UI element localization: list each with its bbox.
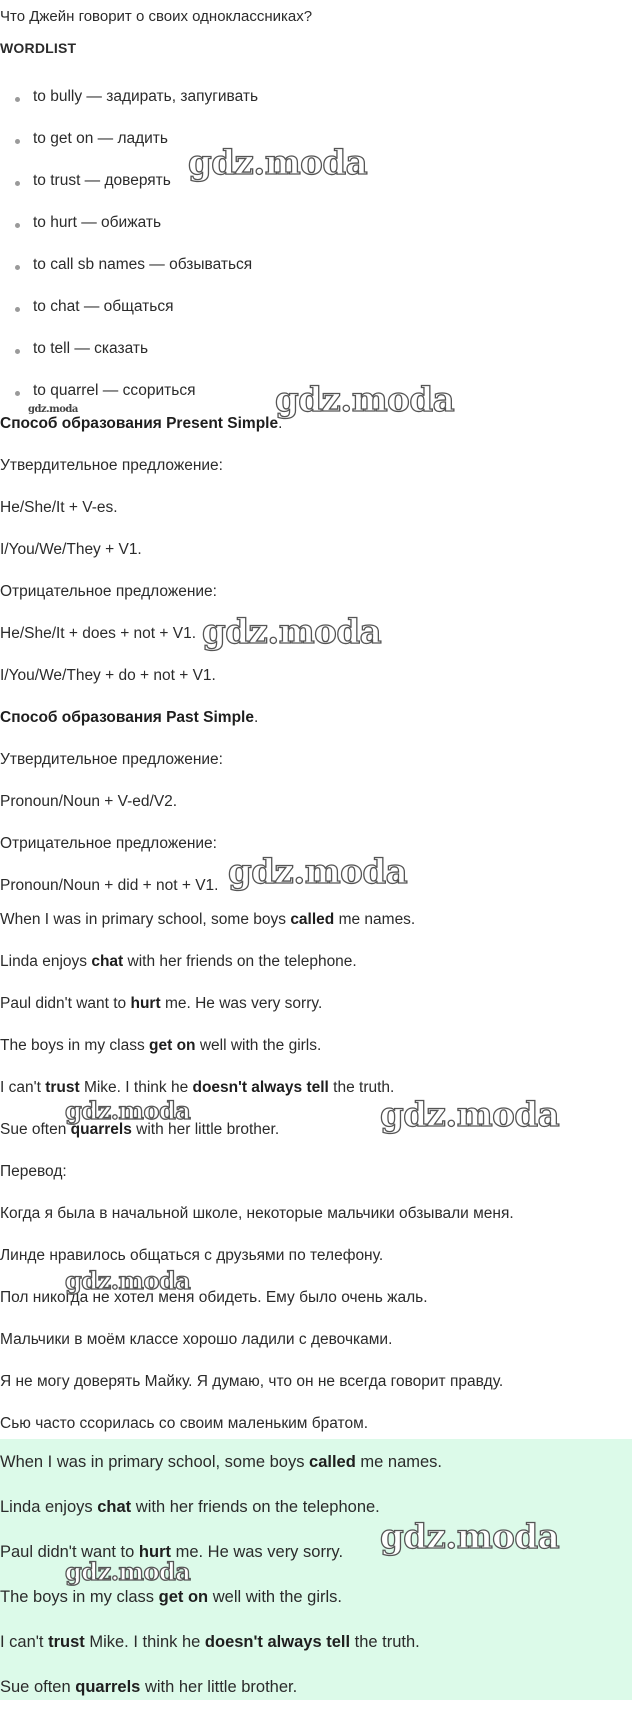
wordlist-item: to get on — ладить xyxy=(33,130,168,147)
answer-sentence-2: Linda enjoys chat with her friends on the telephone. xyxy=(0,1498,380,1516)
wordlist-item: to quarrel — ссориться xyxy=(33,382,196,399)
watermark: gdz.moda xyxy=(65,1266,191,1295)
bullet-icon xyxy=(15,97,20,102)
pst-affirmative-1: Pronoun/Noun + V-ed/V2. xyxy=(0,793,178,810)
translation-label: Перевод: xyxy=(0,1163,67,1180)
answer-sentence-5: I can't trust Mike. I think he doesn't always tell the truth. xyxy=(0,1633,420,1651)
past-simple-title: Способ образования Past Simple. xyxy=(0,709,259,726)
watermark: gdz.moda xyxy=(228,852,408,892)
wordlist-item: to call sb names — обзываться xyxy=(33,256,253,273)
pst-negative-label: Отрицательное предложение: xyxy=(0,835,217,852)
sentence-1: When I was in primary school, some boys called me names. xyxy=(0,911,416,928)
bullet-icon xyxy=(15,139,20,144)
answer-sentence-4: The boys in my class get on well with the girls. xyxy=(0,1588,343,1606)
watermark: gdz.moda xyxy=(380,1095,560,1135)
watermark: gdz.moda xyxy=(65,1557,191,1586)
bullet-icon xyxy=(15,349,20,354)
bullet-icon xyxy=(15,265,20,270)
ps-negative-1: He/She/It + does + not + V1. xyxy=(0,625,197,642)
wordlist-item: to trust — доверять xyxy=(33,172,171,189)
translation-line: Мальчики в моём классе хорошо ладили с девочками. xyxy=(0,1331,393,1348)
sentence-5: I can't trust Mike. I think he doesn't always tell the truth. xyxy=(0,1079,395,1096)
bullet-icon xyxy=(15,181,20,186)
wordlist-title: WORDLIST xyxy=(0,40,77,56)
translation-line: Пол никогда не хотел меня обидеть. Ему было очень жаль. xyxy=(0,1289,428,1306)
present-simple-title: Способ образования Present Simple. xyxy=(0,415,283,432)
watermark: gdz.moda xyxy=(28,404,78,415)
ps-affirmative-2: I/You/We/They + V1. xyxy=(0,541,142,558)
pst-negative-1: Pronoun/Noun + did + not + V1. xyxy=(0,877,219,894)
ps-negative-2: I/You/We/They + do + not + V1. xyxy=(0,667,216,684)
answer-sentence-1: When I was in primary school, some boys called me names. xyxy=(0,1453,443,1471)
sentence-6: Sue often quarrels with her little brother. xyxy=(0,1121,280,1138)
wordlist-item: to chat — общаться xyxy=(33,298,174,315)
ps-affirmative-label: Утвердительное предложение: xyxy=(0,457,223,474)
ps-negative-label: Отрицательное предложение: xyxy=(0,583,217,600)
watermark: gdz.moda xyxy=(65,1096,191,1125)
watermark: gdz.moda xyxy=(380,1517,560,1557)
sentence-4: The boys in my class get on well with the girls. xyxy=(0,1037,322,1054)
question-text: Что Джейн говорит о своих одноклассниках? xyxy=(0,8,313,25)
answer-sentence-3: Paul didn't want to hurt me. He was very sorry. xyxy=(0,1543,344,1561)
translation-line: Я не могу доверять Майку. Я думаю, что он не всегда говорит правду. xyxy=(0,1373,504,1390)
watermark: gdz.moda xyxy=(275,380,455,420)
bullet-icon xyxy=(15,391,20,396)
translation-line: Когда я была в начальной школе, некоторые мальчики обзывали меня. xyxy=(0,1205,514,1222)
wordlist-item: to hurt — обижать xyxy=(33,214,162,231)
ps-affirmative-1: He/She/It + V-es. xyxy=(0,499,118,516)
wordlist-item: to tell — сказать xyxy=(33,340,149,357)
translation-line: Линде нравилось общаться с друзьями по телефону. xyxy=(0,1247,384,1264)
watermark: gdz.moda xyxy=(202,612,382,652)
sentence-2: Linda enjoys chat with her friends on the telephone. xyxy=(0,953,357,970)
pst-affirmative-label: Утвердительное предложение: xyxy=(0,751,223,768)
bullet-icon xyxy=(15,223,20,228)
sentence-3: Paul didn't want to hurt me. He was very sorry. xyxy=(0,995,323,1012)
watermark: gdz.moda xyxy=(188,143,368,183)
wordlist-item: to bully — задирать, запугивать xyxy=(33,88,259,105)
bullet-icon xyxy=(15,307,20,312)
answer-sentence-6: Sue often quarrels with her little brother. xyxy=(0,1678,298,1696)
translation-line: Сью часто ссорилась со своим маленьким братом. xyxy=(0,1415,369,1432)
